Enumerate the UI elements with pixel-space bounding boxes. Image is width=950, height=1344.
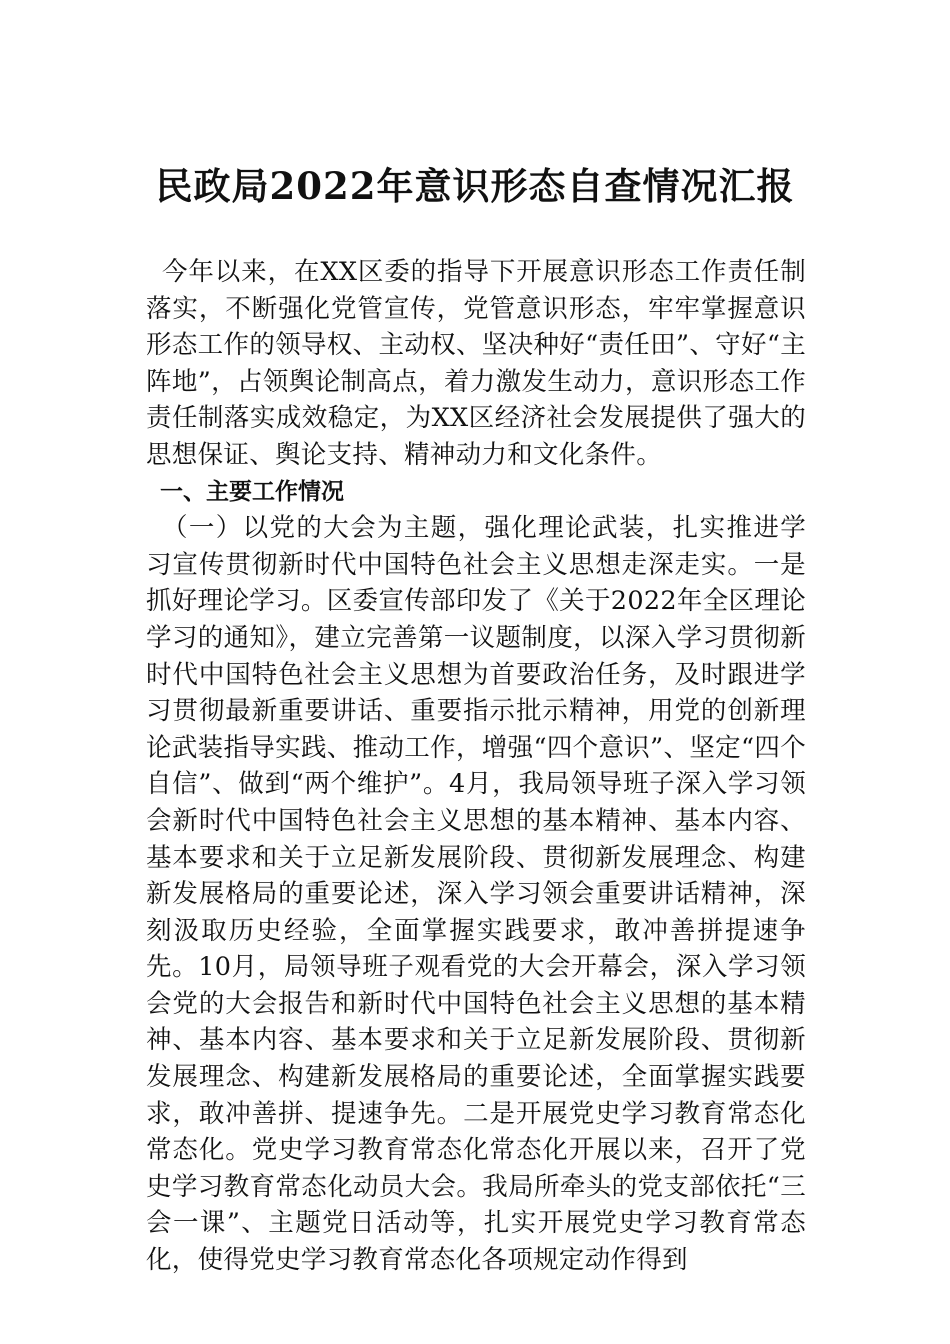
- document-title: 民政局2022年意识形态自查情况汇报: [155, 164, 795, 208]
- section-heading: 一、主要工作情况: [160, 478, 344, 505]
- section-paragraph: （一）以党的大会为主题，强化理论武装，扎实推进学习宣传贯彻新时代中国特色社会主义思想走深走实。一是抓好理论学习。区委宣传部印发了《关于2022年全区理论学习的通知》，建立完善第一议题制度，以深入学习贯彻新时代中国特色社会主义思想为首要政治任务，及时跟进学习贯彻最新重要讲话、重要指示批示精神，用党的创新理论武装指导实践、推动工作，增强“四个意识”、坚定“四个自信”、做到“两个维护”。4月，我局领导班子深入学习领会新时代中国特色社会主义思想的基本精神、基本内容、基本要求和关于立足新发展阶段、贯彻新发展理念、构建新发展格局的重要论述，深入学习领会重要讲话精神，深刻汲取历史经验，全面掌握实践要求，敢冲善拼提速争先。10月，局领导班子观看党的大会开幕会，深入学习领会党的大会报告和新时代中国特色社会主义思想的基本精神、基本内容、基本要求和关于立足新发展阶段、贯彻新发展理念、构建新发展格局的重要论述，全面掌握实践要求，敢冲善拼、提速争先。二是开展党史学习教育常态化常态化。党史学习教育常态化常态化开展以来，召开了党史学习教育常态化动员大会。我局所牵头的党支部依托“三会一课”、主题党日活动等，扎实开展党史学习教育常态化，使得党史学习教育常态化各项规定动作得到: [146, 513, 806, 1276]
- document-body: [146, 254, 806, 1279]
- intro-paragraph: 今年以来，在XX区委的指导下开展意识形态工作责任制落实，不断强化党管宣传，党管意识形态，牢牢掌握意识形态工作的领导权、主动权、坚决种好“责任田”、守好“主阵地”，占领舆论制高点，着力激发生动力，意识形态工作责任制落实成效稳定，为XX区经济社会发展提供了强大的思想保证、舆论支持、精神动力和文化条件。: [146, 257, 806, 470]
